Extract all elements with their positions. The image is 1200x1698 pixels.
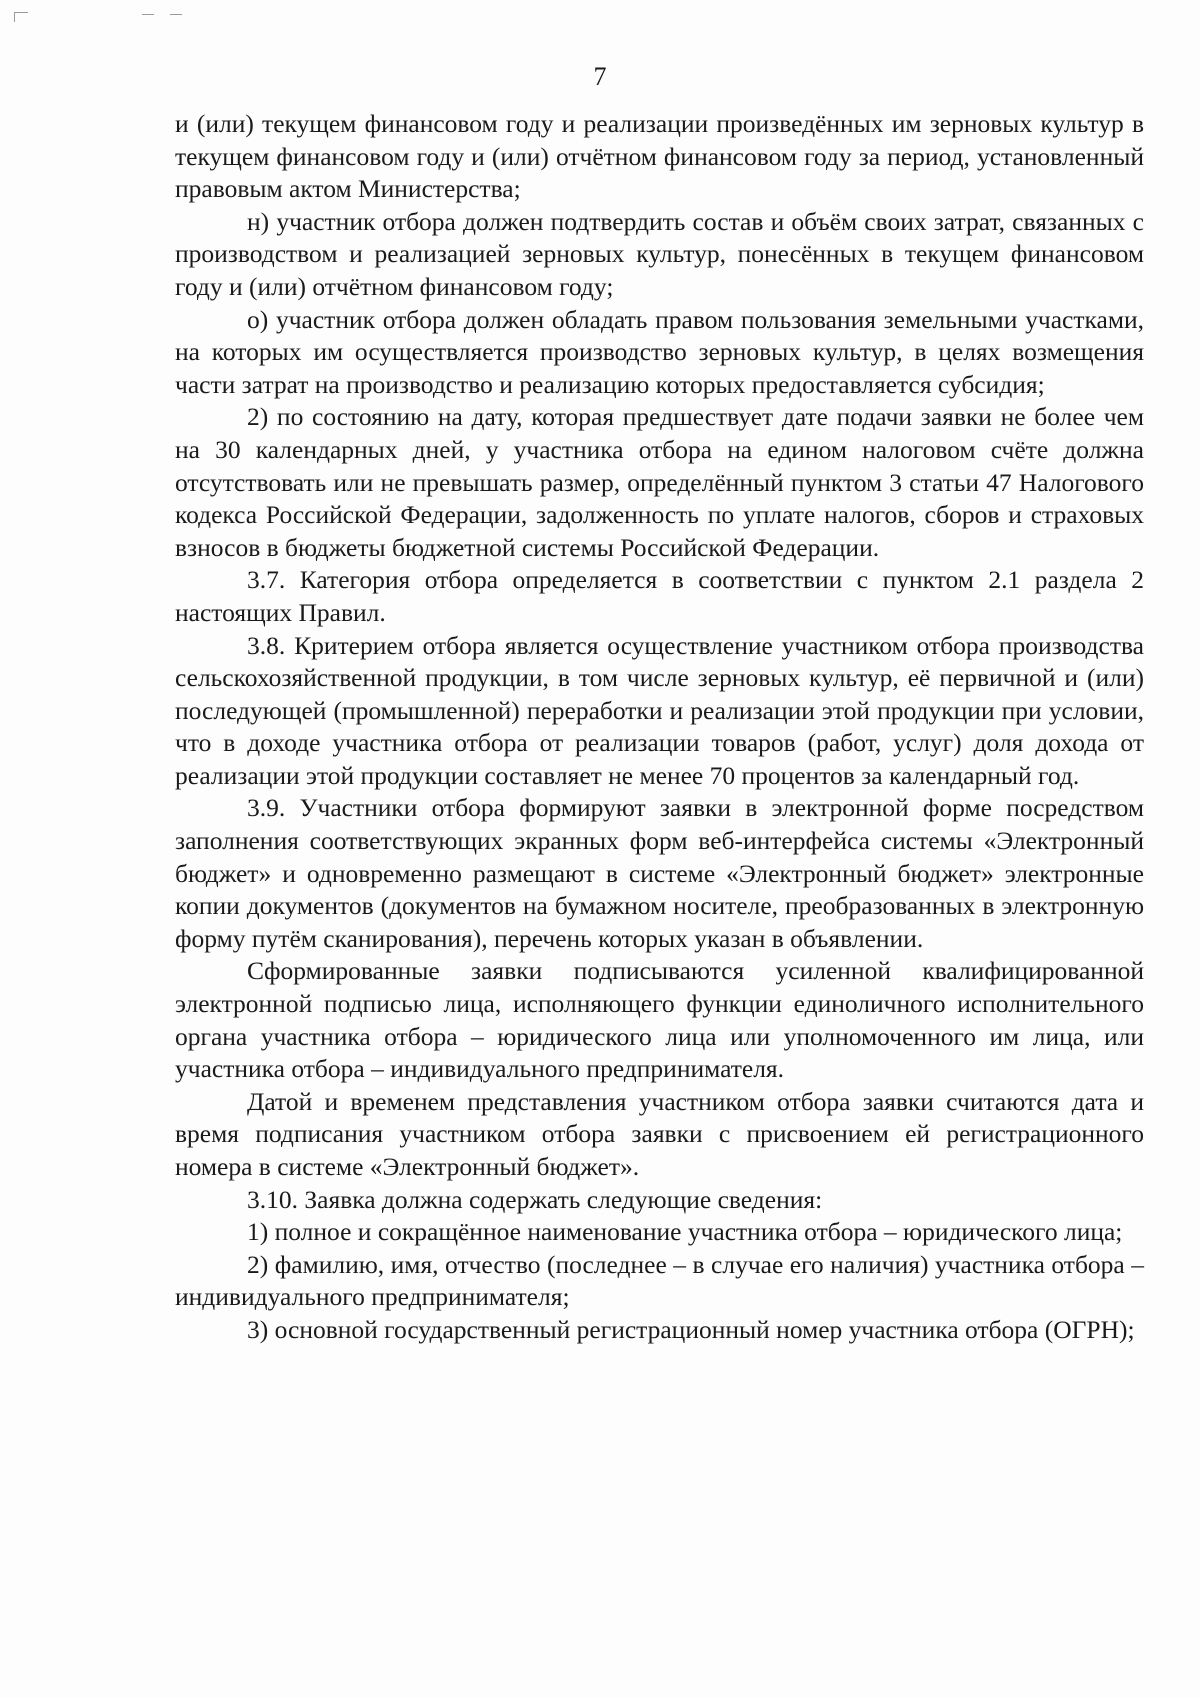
scan-artifact [14,12,28,13]
page-number: 7 [593,62,607,91]
paragraph-item-n: н) участник отбора должен подтвердить состав и объём своих затрат, связанных с производством и реализацией зерновых культур, понесённых в текущем финансовом году и (или) отчётном финансовом году; [175,206,1144,301]
paragraph-continuation: и (или) текущем финансовом году и реализации произведённых им зерновых культур в текущем финансовом году и (или) отчётном финансовом году за период, установленный правовым актом Министерства; [175,109,1144,204]
document-body [175,108,1144,1347]
scan-artifact [142,14,154,15]
scan-artifact [170,14,182,15]
scan-artifact [14,12,15,22]
paragraph-signature: Сформированные заявки подписываются усиленной квалифицированной электронной подписью лица, исполняющего функции единоличного исполнительного органа участника отбора – юридического лица или уполномоченного им лица, или участника отбора – индивидуального предпринимателя. [175,956,1144,1084]
paragraph-3-10: 3.10. Заявка должна содержать следующие сведения: [247,1184,823,1214]
paragraph-3-7: 3.7. Категория отбора определяется в соответствии с пунктом 2.1 раздела 2 настоящих Правил. [175,565,1144,627]
paragraph-submission-time: Датой и временем представления участником отбора заявки считаются дата и время подписания участником отбора заявки с присвоением ей регистрационного номера в системе «Электронный бюджет». [175,1086,1144,1181]
paragraph-item-o: о) участник отбора должен обладать правом пользования земельными участками, на которых им осуществляется производство зерновых культур, в целях возмещения части затрат на производство и реализацию которых предоставляется субсидия; [175,304,1144,399]
list-item-3: 3) основной государственный регистрационный номер участника отбора (ОГРН); [247,1314,1135,1344]
paragraph-3-8: 3.8. Критерием отбора является осуществление участником отбора производства сельскохозяйственной продукции, в том числе зерновых культур, её первичной и (или) последующей (промышленной) переработки и реализации этой продукции при условии, что в доходе участника отбора от реализации товаров (работ, услуг) доля дохода от реализации этой продукции составляет не менее 70 процентов за календарный год. [175,630,1144,790]
list-item-1: 1) полное и сокращённое наименование участника отбора – юридического лица; [247,1217,1123,1247]
list-item-2: 2) фамилию, имя, отчество (последнее – в случае его наличия) участника отбора – индивидуального предпринимателя; [175,1249,1144,1312]
paragraph-3-9: 3.9. Участники отбора формируют заявки в электронной форме посредством заполнения соответствующих экранных форм веб-интерфейса системы «Электронный бюджет» и одновременно размещают в системе «Электронный бюджет» электронные копии документов (документов на бумажном носителе, преобразованных в электронную форму путём сканирования), перечень которых указан в объявлении. [175,793,1144,953]
paragraph-item-2: 2) по состоянию на дату, которая предшествует дате подачи заявки не более чем на 30 календарных дней, у участника отбора на едином налоговом счёте должна отсутствовать или не превышать размер, определённый пунктом 3 статьи 47 Налогового кодекса Российской Федерации, задолженность по уплате налогов, сборов и страховых взносов в бюджеты бюджетной системы Российской Федерации. [175,402,1144,562]
